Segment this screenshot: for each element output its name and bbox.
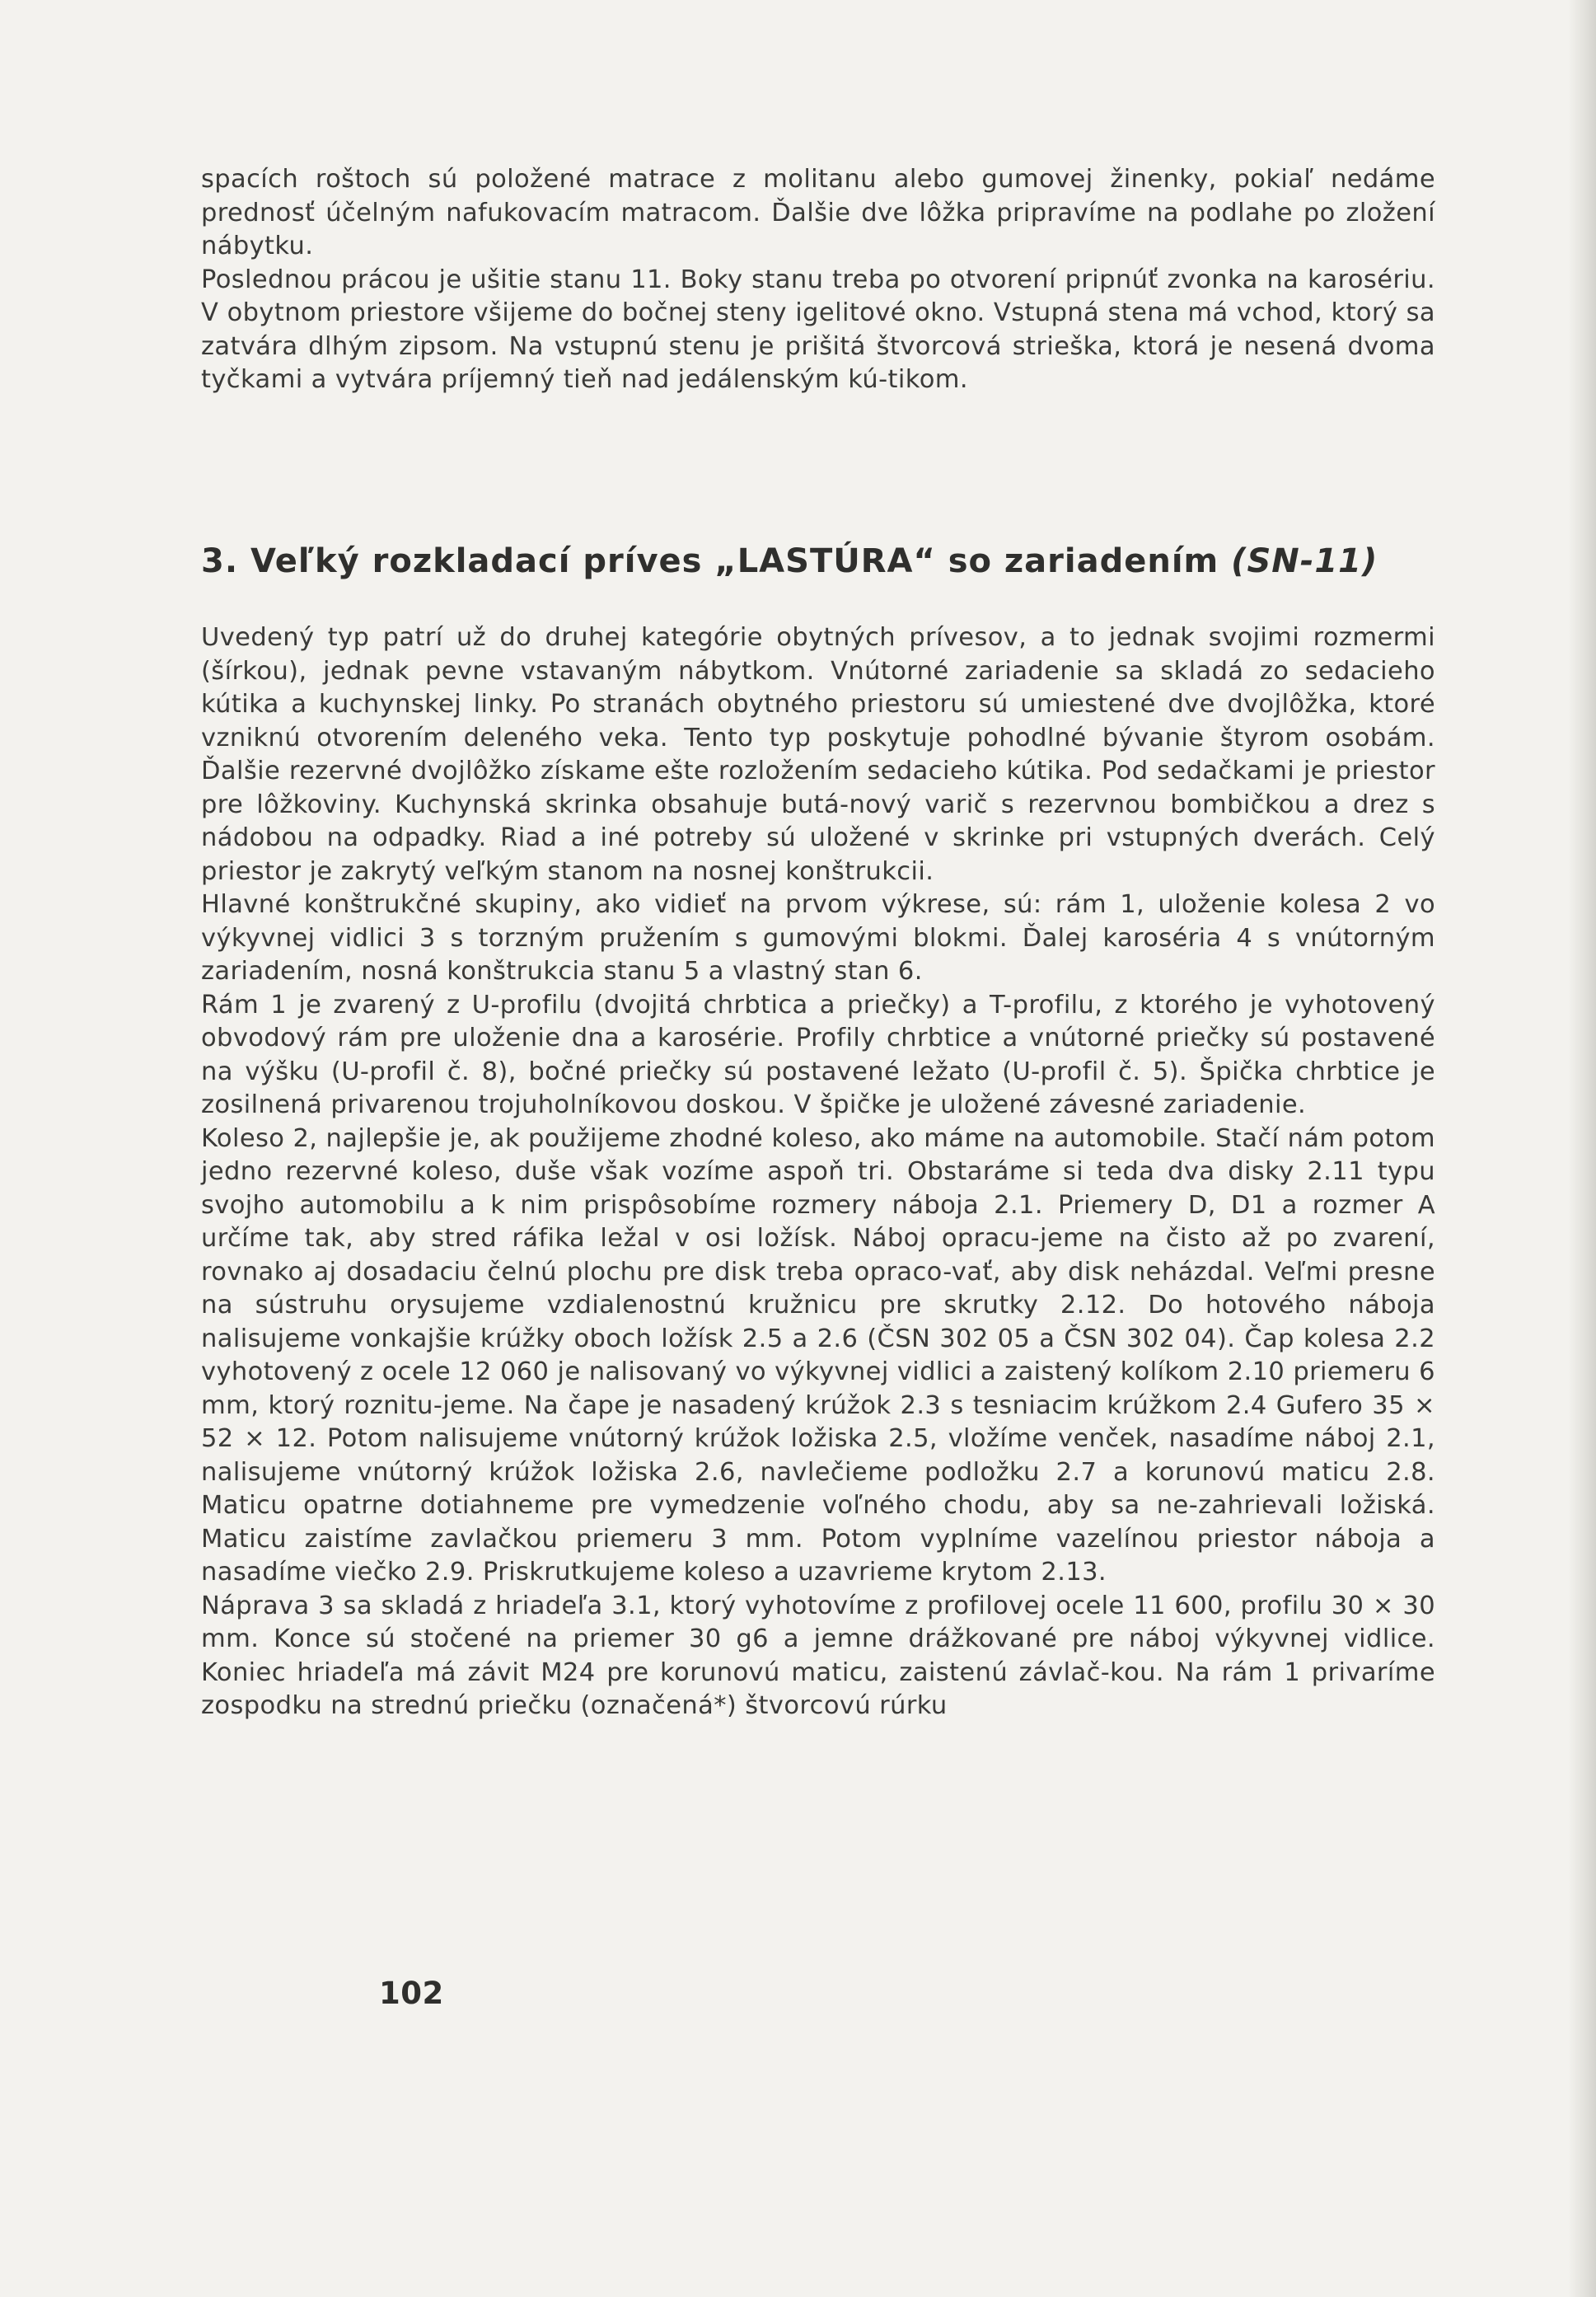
section-heading-model: (SN-11) (1231, 542, 1378, 580)
body-text-block (201, 621, 1435, 1723)
paragraph: spacích roštoch sú položené matrace z molitanu alebo gumovej žinenky, pokiaľ nedáme prednosť účelným nafukovacím matracom. Ďalšie dve lôžka pripravíme na podlahe po zložení nábytku. (201, 165, 1435, 260)
page-number: 102 (379, 1976, 444, 2011)
intro-text-block (201, 163, 1435, 397)
paragraph: Hlavné konštrukčné skupiny, ako vidieť na prvom výkrese, sú: rám 1, uloženie kolesa 2 vo výkyvnej vidlici 3 s torzným pružením s gumovými blokmi. Ďalej karoséria 4 s vnútorným zariadením, nosná konštrukcia stanu 5 a vlastný stan 6. (201, 890, 1435, 986)
paragraph: Poslednou prácou je ušitie stanu 11. Boky stanu treba po otvorení pripnúť zvonka na karosériu. V obytnom priestore všijeme do bočnej steny igelitové okno. Vstupná stena má vchod, ktorý sa zatvára dlhým zipsom. Na vstupnú stenu je prišitá štvorcová strieška, ktorá je nesená dvoma tyčkami a vytvára príjemný tieň nad jedálenským kú-tikom. (201, 265, 1435, 394)
paragraph: Rám 1 je zvarený z U-profilu (dvojitá chrbtica a priečky) a T-profilu, z ktorého je vyhotovený obvodový rám pre uloženie dna a karosérie. Profily chrbtice a vnútorné priečky sú postavené na výšku (U-profil č. 8), bočné priečky sú postavené ležato (U-profil č. 5). Špička chrbtice je zosilnená privarenou trojuholníkovou doskou. V špičke je uložené závesné zariadenie. (201, 990, 1435, 1119)
paragraph: Náprava 3 sa skladá z hriadeľa 3.1, ktorý vyhotovíme z profilovej ocele 11 600, profilu 30 × 30 mm. Konce sú stočené na priemer 30 g6 a jemne drážkované pre náboj výkyvnej vidlice. Koniec hriadeľa má závit M24 pre korunovú maticu, zaistenú závlač-kou. Na rám 1 privaríme zospodku na strednú priečku (označená*) štvorcovú rúrku (201, 1591, 1435, 1720)
paragraph: Uvedený typ patrí už do druhej kategórie obytných prívesov, a to jednak svojimi rozmermi (šírkou), jednak pevne vstavaným nábytkom. Vnútorné zariadenie sa skladá zo sedacieho kútika a kuchynskej linky. Po stranách obytného priestoru sú umiestené dve dvojlôžka, ktoré vzniknú otvorením deleného veka. Tento typ poskytuje pohodlné bývanie štyrom osobám. Ďalšie rezervné dvojlôžko získame ešte rozložením sedacieho kútika. Pod sedačkami je priestor pre lôžkoviny. Kuchynská skrinka obsahuje butá-nový varič s rezervnou bombičkou a drez s nádobou na odpadky. Riad a iné potreby sú uložené v skrinke pri vstupných dverách. Celý priestor je zakrytý veľkým stanom na nosnej konštrukcii. (201, 623, 1435, 886)
paragraph: Koleso 2, najlepšie je, ak použijeme zhodné koleso, ako máme na automobile. Stačí nám potom jedno rezervné koleso, duše však vozíme aspoň tri. Obstaráme si teda dva disky 2.11 typu svojho automobilu a k nim prispôsobíme rozmery náboja 2.1. Priemery D, D1 a rozmer A určíme tak, aby stred ráfika ležal v osi ložísk. Náboj opracu-jeme na čisto až po zvarení, rovnako aj dosadaciu čelnú plochu pre disk treba opraco-vať, aby disk neházdal. Veľmi presne na sústruhu orysujeme vzdialenostnú kružnicu pre skrutky 2.12. Do hotového náboja nalisujeme vonkajšie krúžky oboch ložísk 2.5 a 2.6 (ČSN 302 05 a ČSN 302 04). Čap kolesa 2.2 vyhotovený z ocele 12 060 je nalisovaný vo výkyvnej vidlici a zaistený kolíkom 2.10 priemeru 6 mm, ktorý roznitu-jeme. Na čape je nasadený krúžok 2.3 s tesniacim krúžkom 2.4 Gufero 35 × 52 × 12. Potom nalisujeme vnútorný krúžok ložiska 2.5, vložíme venček, nasadíme náboj 2.1, nalisujeme vnútorný krúžok ložiska 2.6, navlečieme podložku 2.7 a korunovú maticu 2.8. Maticu opatrne dotiahneme pre vymedzenie voľného chodu, aby sa ne-zahrievali ložiská. Maticu zaistíme zavlačkou priemeru 3 mm. Potom vyplníme vazelínou priestor náboja a nasadíme viečko 2.9. Priskrutkujeme koleso a uzavrieme krytom 2.13. (201, 1123, 1435, 1587)
section-heading-text: 3. Veľký rozkladací príves „LASTÚRA“ so zariadením (201, 542, 1219, 580)
page-edge-shadow (1568, 0, 1596, 2297)
section-heading (201, 542, 1435, 580)
